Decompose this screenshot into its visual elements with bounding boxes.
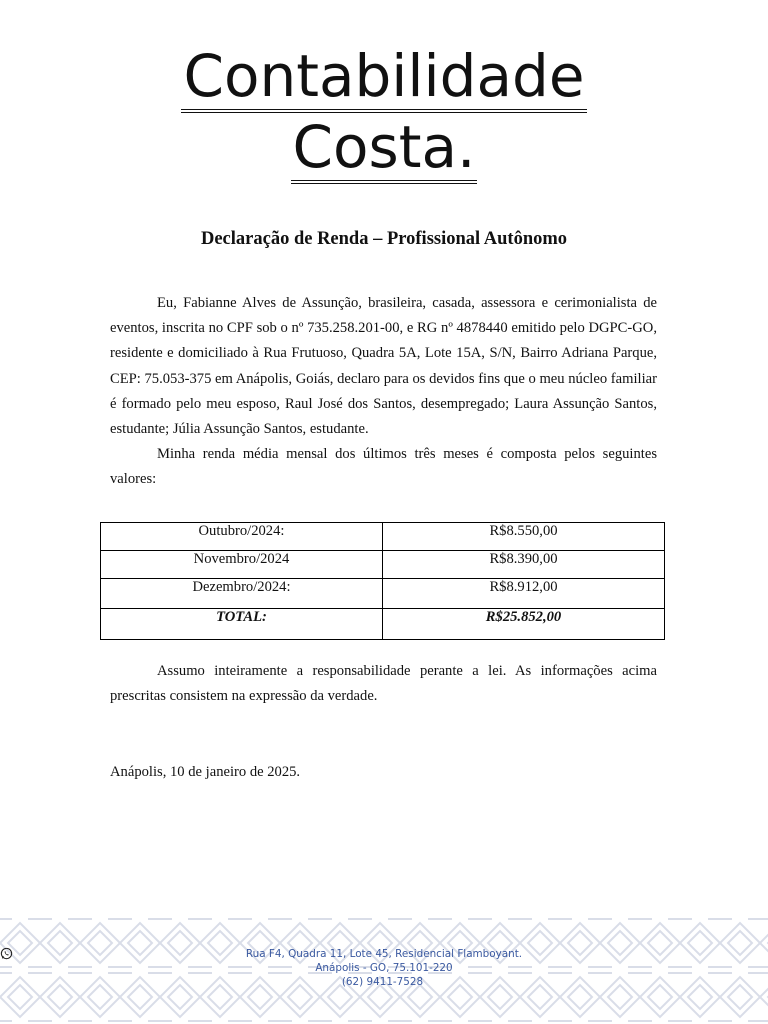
brand-name-text: Costa.	[291, 118, 478, 184]
month-cell: Outubro/2024:	[101, 523, 383, 551]
value-cell: R$8.912,00	[383, 579, 665, 609]
declaration-paragraph: Eu, Fabianne Alves de Assunção, brasileira, casada, assessora e cerimonialista de eventos, inscrita no CPF sob o nº 735.258.201-00, e RG nº 4878440 emitido pelo DGPC-GO, residente e domiciliado à Rua Frutuoso, Quadra 5A, Lote 15A, S/N, Bairro Adriana Parque, CEP: 75.053-375 em Anápolis, Goiás, declaro para os devidos fins que o meu núcleo familiar é formado pelo meu esposo, Raul José dos Santos, desempregado; Laura Assunção Santos, estudante; Júlia Assunção Santos, estudante.	[110, 295, 657, 438]
responsibility-paragraph: Assumo inteiramente a responsabilidade perante a lei. As informações acima prescritas consistem na expressão da verdade.	[110, 663, 657, 705]
table-row	[101, 551, 665, 579]
footer	[0, 916, 768, 1024]
brand-name-line2	[0, 113, 768, 184]
total-label-cell: TOTAL:	[101, 609, 383, 640]
income-table	[100, 522, 665, 640]
total-row	[101, 609, 665, 640]
footer-address-line2: Anápolis - GO, 75.101-220	[315, 962, 453, 974]
place-date: Anápolis, 10 de janeiro de 2025.	[110, 764, 301, 780]
footer-address-line1: Rua F4, Quadra 11, Lote 45, Residencial Flamboyant.	[245, 948, 523, 960]
income-intro-paragraph: Minha renda média mensal dos últimos três meses é composta pelos seguintes valores:	[110, 446, 657, 488]
footer-phone-line	[342, 975, 426, 989]
brand-name-text: Contabilidade	[181, 47, 586, 113]
footer-phone: (62) 9411-7528	[341, 976, 424, 988]
month-cell: Dezembro/2024:	[101, 579, 383, 609]
table-row	[101, 523, 665, 551]
footer-contact	[0, 947, 768, 989]
value-cell: R$8.390,00	[383, 551, 665, 579]
document-title: Declaração de Renda – Profissional Autônomo	[200, 229, 568, 249]
month-cell: Novembro/2024	[101, 551, 383, 579]
total-value-cell: R$25.852,00	[383, 609, 665, 640]
value-cell: R$8.550,00	[383, 523, 665, 551]
table-row	[101, 579, 665, 609]
brand-name-line1	[0, 42, 768, 113]
